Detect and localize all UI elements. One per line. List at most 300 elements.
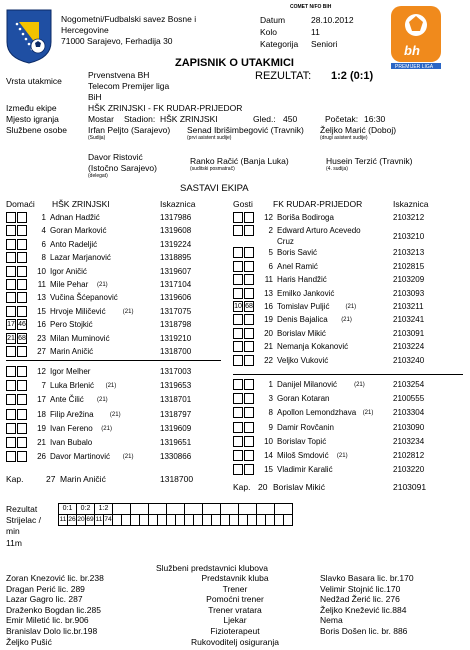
player-name: Igor Aničić	[50, 266, 87, 276]
scorer-cell	[239, 515, 248, 526]
vrsta-value-1: Prvenstvena BH	[88, 70, 150, 80]
sub-minute-box	[6, 279, 16, 290]
away-starter-row	[233, 261, 433, 273]
club-officials-title: Službeni predstavnici klubova	[156, 563, 268, 573]
sub-minute-box	[233, 288, 243, 299]
sub-minute-box	[6, 346, 16, 357]
away-starter-row	[233, 314, 433, 326]
sub-minute-box	[233, 379, 243, 390]
sub-minute-box	[17, 409, 27, 420]
sub-minute-box	[17, 252, 27, 263]
minute-boxes	[6, 225, 28, 237]
result-cell	[275, 504, 293, 515]
player-card-note: (21)	[109, 411, 121, 418]
home-starter-row	[6, 306, 200, 318]
home-divider	[6, 360, 221, 361]
scorer-cell	[266, 515, 275, 526]
izmedju-value: HŠK ZRINJSKI - FK RUDAR-PRIJEDOR	[88, 103, 243, 113]
player-number: 26	[37, 452, 46, 462]
scorer-cell	[230, 515, 239, 526]
player-name: Lazar Marjanović	[50, 253, 111, 263]
sub-minute-box	[6, 252, 16, 263]
sub-minute-box	[244, 261, 254, 272]
home-sub-row	[6, 409, 200, 421]
sub-minute-box	[233, 314, 243, 325]
official-delegat-role: (delegat)	[88, 173, 108, 179]
sub-minute-box	[17, 394, 27, 405]
scorer-cell	[248, 515, 257, 526]
home-starter-row	[6, 346, 200, 358]
sub-minute-box	[233, 355, 243, 366]
player-name: Edward Arturo Acevedo	[277, 226, 361, 236]
player-number: 21	[264, 342, 273, 352]
home-starter-row	[6, 319, 200, 331]
pocetak-label: Početak:	[325, 114, 359, 124]
player-name: Hrvoje Miličević	[50, 306, 106, 316]
player-number: 1	[268, 380, 273, 389]
scorer-cell	[203, 515, 212, 526]
home-starter-row	[6, 252, 200, 264]
player-id: 2100555	[393, 394, 425, 404]
player-id: 2103209	[393, 275, 425, 285]
sub-minute-box	[233, 261, 243, 272]
home-official: Zoran Knezović lic. br.238	[6, 573, 104, 583]
minute-boxes	[6, 239, 28, 251]
player-id: 2103211	[393, 302, 424, 311]
home-official: Branislav Dolo lic.br.198	[6, 626, 98, 636]
results-grid	[58, 503, 293, 526]
minute-boxes	[6, 366, 28, 378]
sub-minute-box	[244, 212, 254, 223]
away-sub-row	[233, 407, 433, 419]
away-starter-row	[233, 355, 433, 367]
player-name: Tomislav Puljić	[277, 302, 330, 311]
org-line-2: Hercegovine	[61, 25, 109, 35]
player-id: 1319653	[160, 381, 192, 391]
player-id: 1318700	[160, 347, 192, 356]
scorer-cell	[167, 515, 176, 526]
result-cell	[257, 504, 275, 515]
player-number: 14	[264, 451, 273, 460]
gled-label: Gled.:	[253, 114, 276, 124]
minute-boxes	[233, 464, 255, 476]
official-asistent1: Senad Ibrišimbegović (Travnik)	[187, 125, 304, 135]
org-line-3: 71000 Sarajevo, Ferhadija 30	[61, 36, 173, 46]
player-id: 2103213	[393, 248, 425, 258]
player-number: 11	[264, 275, 273, 285]
player-number: 8	[268, 408, 273, 418]
player-name-cont: Cruz	[277, 237, 294, 247]
player-card-note: (21)	[105, 383, 117, 390]
home-col-domaci: Domaći	[6, 199, 35, 209]
result-cell	[239, 504, 257, 515]
home-starter-row	[6, 333, 200, 345]
sub-minute-box: 68	[18, 334, 26, 342]
player-card-note: (21)	[345, 304, 357, 310]
sub-minute-box	[244, 422, 254, 433]
player-number: 17	[37, 395, 46, 405]
datum-label: Datum	[260, 15, 286, 25]
sub-minute-box	[244, 328, 254, 339]
gled-value: 450	[283, 114, 298, 124]
home-starter-row	[6, 292, 200, 304]
result-cell: 0:2	[77, 504, 95, 515]
sub-minute-box	[17, 292, 27, 303]
minute-boxes	[6, 380, 28, 392]
player-id: 2103090	[393, 422, 425, 432]
minute-boxes	[233, 379, 255, 391]
player-name: Vučina Šćepanović	[50, 293, 118, 303]
player-name: Ivan Fereno	[50, 423, 93, 433]
away-team-name: FK RUDAR-PRIJEDOR	[273, 199, 363, 209]
player-number: 21	[37, 438, 46, 447]
away-starter-row	[233, 274, 433, 286]
official-role: Trener	[222, 583, 248, 594]
sub-minute-box: 68	[245, 303, 253, 310]
sluzbene-label: Službene osobe	[6, 125, 67, 135]
home-team-name: HŠK ZRINJSKI	[52, 199, 110, 209]
player-id: 1319210	[160, 333, 192, 343]
stadion-label: Stadion:	[124, 114, 156, 124]
result-cell	[203, 504, 221, 515]
sub-minute-box	[244, 450, 254, 461]
away-kap-num: 20	[258, 482, 268, 492]
sub-minute-box	[244, 393, 254, 404]
home-sub-row	[6, 394, 200, 406]
player-id: 2103241	[393, 315, 425, 325]
player-id: 1318701	[160, 395, 192, 405]
sub-minute-box	[244, 407, 254, 418]
player-name: Veljko Vuković	[277, 355, 329, 365]
player-number: 22	[264, 355, 273, 365]
player-id: 2103240	[393, 355, 425, 365]
rezultat-value: 1:2 (0:1)	[331, 70, 374, 82]
scorer-cell: 11	[95, 515, 104, 526]
scorer-cell: 69	[86, 515, 95, 526]
vrsta-label: Vrsta utakmice	[6, 76, 62, 86]
sub-minute-box	[244, 247, 254, 258]
sub-minute-box	[17, 346, 27, 357]
result-cell	[149, 504, 167, 515]
official-role: Trener vratara	[208, 604, 262, 615]
home-official: Draženko Bogdan lic.285	[6, 604, 101, 615]
minute-boxes	[233, 328, 255, 340]
sub-minute-box	[244, 225, 254, 236]
player-name: Ivan Bubalo	[50, 438, 93, 447]
player-number: 10	[264, 436, 273, 446]
player-card-note: (21)	[122, 454, 134, 461]
official-role: Ljekar	[223, 615, 247, 626]
minute-boxes	[233, 225, 255, 237]
izmedju-label: Između ekipe	[6, 103, 57, 113]
scorer-cell	[257, 515, 266, 526]
away-col-gosti: Gosti	[233, 199, 253, 209]
scorer-cell	[275, 515, 284, 526]
player-id: 2103220	[393, 465, 425, 475]
away-starter-row	[233, 328, 433, 340]
rezultat-label: REZULTAT:	[255, 70, 312, 82]
minute-boxes	[6, 333, 28, 345]
sub-minute-box	[6, 292, 16, 303]
sub-minute-box	[244, 464, 254, 475]
minute-boxes	[6, 437, 28, 449]
player-card-note: (21)	[336, 453, 348, 459]
away-starter-row	[233, 212, 433, 224]
scorer-cell	[221, 515, 230, 526]
minute-boxes	[6, 346, 28, 358]
away-col-iskaznica: Iskaznica	[393, 199, 429, 209]
player-id: 1319651	[160, 438, 192, 447]
sub-minute-box	[17, 437, 27, 448]
scorer-cell	[122, 515, 131, 526]
org-line-1: Nogometni/Fudbalski savez Bosne i	[61, 14, 197, 24]
sub-minute-box	[17, 266, 27, 277]
sub-minute-box	[6, 380, 16, 391]
home-official: Lazar Gagro lic. 287	[6, 594, 83, 605]
player-id: 1318797	[160, 409, 192, 419]
player-name: Haris Handžić	[277, 275, 327, 285]
scorer-cell	[185, 515, 194, 526]
home-kap-id: 1318700	[160, 474, 194, 484]
player-number: 10	[37, 266, 46, 276]
result-cell: 1:2	[95, 504, 113, 515]
player-id: 2103304	[393, 408, 425, 418]
sub-minute-box	[6, 423, 16, 434]
minute-boxes	[233, 393, 255, 405]
player-name: Boriša Bodiroga	[277, 213, 334, 222]
player-name: Adnan Hadžić	[50, 213, 100, 222]
sub-minute-box	[244, 341, 254, 352]
away-starter-row	[233, 247, 433, 259]
player-number: 11	[37, 280, 46, 289]
player-id: 1319607	[160, 266, 192, 276]
away-official: Nema	[320, 615, 343, 626]
player-name: Miloš Smdović	[277, 451, 329, 460]
player-number: 2	[268, 226, 273, 236]
home-sub-row	[6, 451, 200, 463]
result-cell	[131, 504, 149, 515]
away-starter-row	[233, 341, 433, 353]
sub-minute-box: 17	[7, 321, 15, 329]
away-starter-row	[233, 301, 433, 313]
player-name: Goran Kotaran	[277, 394, 330, 404]
minute-boxes	[233, 288, 255, 300]
minute-boxes	[6, 212, 28, 224]
official-asistent1-role: (prvi asistent sudije)	[187, 135, 232, 141]
player-name: Davor Martinović	[50, 452, 111, 462]
comet-label: COMET N/FO BIH	[290, 4, 332, 10]
sub-minute-box	[233, 341, 243, 352]
mjesto-label: Mjesto igranja	[6, 114, 59, 124]
minute-boxes	[6, 266, 28, 278]
player-number: 12	[264, 213, 273, 222]
away-official: Slavko Basara lic. br.170	[320, 573, 414, 583]
sub-minute-box	[6, 306, 16, 317]
scorer-cell: 11	[59, 515, 68, 526]
away-sub-row	[233, 393, 433, 405]
home-sub-row	[6, 423, 200, 435]
scorer-cell	[140, 515, 149, 526]
minute-boxes	[233, 407, 255, 419]
home-starter-row	[6, 212, 200, 224]
player-card-note: (21)	[354, 382, 365, 388]
minute-boxes	[233, 212, 255, 224]
sub-minute-box	[6, 266, 16, 277]
player-name: Anto Radeljić	[50, 239, 98, 249]
away-official: Velimir Stojnić lic.170	[320, 583, 401, 594]
minute-boxes	[233, 274, 255, 286]
logo-premijer-text: PREMIJER LIGA	[395, 64, 434, 70]
player-name: Mile Pehar	[50, 280, 89, 289]
player-name: Boris Savić	[277, 248, 318, 258]
official-role: Pomoćni trener	[206, 594, 264, 605]
stadion-value: HŠK ZRINJSKI	[160, 114, 218, 124]
player-card-note: (21)	[101, 425, 112, 432]
sub-minute-box	[244, 288, 254, 299]
player-number: 9	[268, 422, 273, 432]
home-sub-row	[6, 380, 200, 392]
away-sub-row	[233, 422, 433, 434]
minute-boxes	[233, 450, 255, 462]
player-id: 1317104	[160, 280, 192, 289]
official-role: Fizioterapeut	[210, 626, 260, 636]
scorer-cell: 20	[77, 515, 86, 526]
scorer-cell: 26	[68, 515, 77, 526]
official-posmatrac: Ranko Račić (Banja Luka)	[190, 156, 289, 166]
player-name: Ante Čilić	[50, 395, 84, 405]
away-starter-row	[233, 225, 433, 247]
player-number: 8	[41, 253, 46, 263]
minute-boxes	[6, 394, 28, 406]
sub-minute-box	[233, 450, 243, 461]
home-starter-row	[6, 279, 200, 291]
player-number: 19	[264, 315, 273, 325]
kolo-label: Kolo	[260, 27, 278, 37]
player-number: 23	[37, 333, 46, 343]
player-name: Luka Brlenić	[50, 381, 95, 391]
player-id: 2102812	[393, 451, 425, 460]
player-number: 5	[268, 248, 273, 258]
player-id: 2103091	[393, 328, 425, 338]
minute-boxes	[233, 422, 255, 434]
sub-minute-box	[233, 407, 243, 418]
sub-minute-box	[17, 423, 27, 434]
kolo-value: 11	[311, 27, 320, 37]
player-name: Anel Ramić	[277, 261, 318, 271]
scorer-cell: 74	[104, 515, 113, 526]
sub-minute-box	[6, 394, 16, 405]
vrsta-value-2: Telecom Premijer liga	[88, 81, 170, 91]
player-id: 1319224	[160, 239, 192, 249]
player-card-note: (21)	[362, 410, 374, 417]
player-id: 1318798	[160, 320, 192, 330]
result-cell	[221, 504, 239, 515]
player-number: 13	[37, 293, 46, 303]
sub-minute-box	[233, 328, 243, 339]
minute-boxes	[6, 279, 28, 291]
player-name: Emilko Janković	[277, 288, 335, 298]
sub-minute-box	[6, 212, 16, 223]
result-cell	[113, 504, 131, 515]
sub-minute-box	[6, 366, 16, 377]
official-asistent2: Željko Marić (Doboj)	[320, 125, 397, 135]
home-official: Emir Miletić lic. br.906	[6, 615, 89, 626]
result-cell	[185, 504, 203, 515]
official-delegat-city: (Istočno Sarajevo)	[88, 163, 157, 173]
scorer-cell	[284, 515, 293, 526]
sub-minute-box	[6, 239, 16, 250]
datum-value: 28.10.2012	[311, 15, 354, 25]
minute-boxes	[6, 423, 28, 435]
sastavi-title: SASTAVI EKIPA	[180, 183, 249, 194]
sub-minute-box	[233, 247, 243, 258]
home-kap-label: Kap.	[6, 474, 24, 484]
result-cell: 0:1	[59, 504, 77, 515]
player-name: Milan Muminović	[50, 333, 110, 343]
sub-minute-box	[244, 436, 254, 447]
player-name: Igor Melher	[50, 367, 91, 376]
sub-minute-box	[17, 279, 27, 290]
official-role: Predstavnik kluba	[201, 573, 269, 583]
player-id: 2102815	[393, 261, 425, 271]
player-number: 12	[37, 367, 46, 376]
player-name: Pero Stojkić	[50, 320, 93, 330]
sub-minute-box	[17, 225, 27, 236]
kategorija-label: Kategorija	[260, 39, 299, 49]
home-kap-name: Marin Aničić	[60, 474, 106, 484]
home-official: Željko Pušić	[6, 636, 52, 647]
svg-text:bh: bh	[404, 43, 420, 58]
player-name: Damir Rovčanin	[277, 422, 334, 432]
home-sub-row	[6, 366, 200, 378]
sub-minute-box	[244, 379, 254, 390]
minute-boxes	[233, 301, 255, 313]
player-id: 1318895	[160, 253, 192, 263]
player-card-note: (21)	[341, 317, 352, 324]
player-name: Nemanja Kokanović	[277, 342, 349, 352]
official-cetvrti-role: (4. sudija)	[326, 166, 348, 172]
player-name: Borislav Mikić	[277, 328, 326, 338]
sub-minute-box	[233, 225, 243, 236]
player-number: 13	[264, 288, 273, 298]
minute-boxes	[233, 261, 255, 273]
strijelac-label: Strijelac /	[6, 515, 41, 525]
home-starter-row	[6, 266, 200, 278]
away-official: Željko Knežević lic.884	[320, 604, 407, 615]
sub-minute-box	[6, 451, 16, 462]
player-number: 16	[37, 320, 46, 330]
player-name: Filip Arežina	[50, 409, 94, 419]
player-name: Vladimir Karalić	[277, 465, 333, 475]
minute-boxes	[233, 247, 255, 259]
sub-minute-box	[244, 274, 254, 285]
minute-boxes	[6, 306, 28, 318]
scorer-cell	[113, 515, 122, 526]
player-number: 6	[41, 239, 46, 249]
player-number: 16	[264, 302, 273, 311]
home-starter-row	[6, 225, 200, 237]
min-label: min	[6, 526, 20, 536]
mjesto-value: Mostar	[88, 114, 114, 124]
home-sub-row	[6, 437, 200, 449]
player-number: 19	[37, 423, 46, 433]
player-name: Marin Aničić	[50, 347, 94, 356]
scorer-cell	[158, 515, 167, 526]
official-role: Rukovoditelj osiguranja	[191, 636, 279, 647]
sub-minute-box	[6, 409, 16, 420]
sub-minute-box	[17, 380, 27, 391]
minute-boxes	[6, 292, 28, 304]
